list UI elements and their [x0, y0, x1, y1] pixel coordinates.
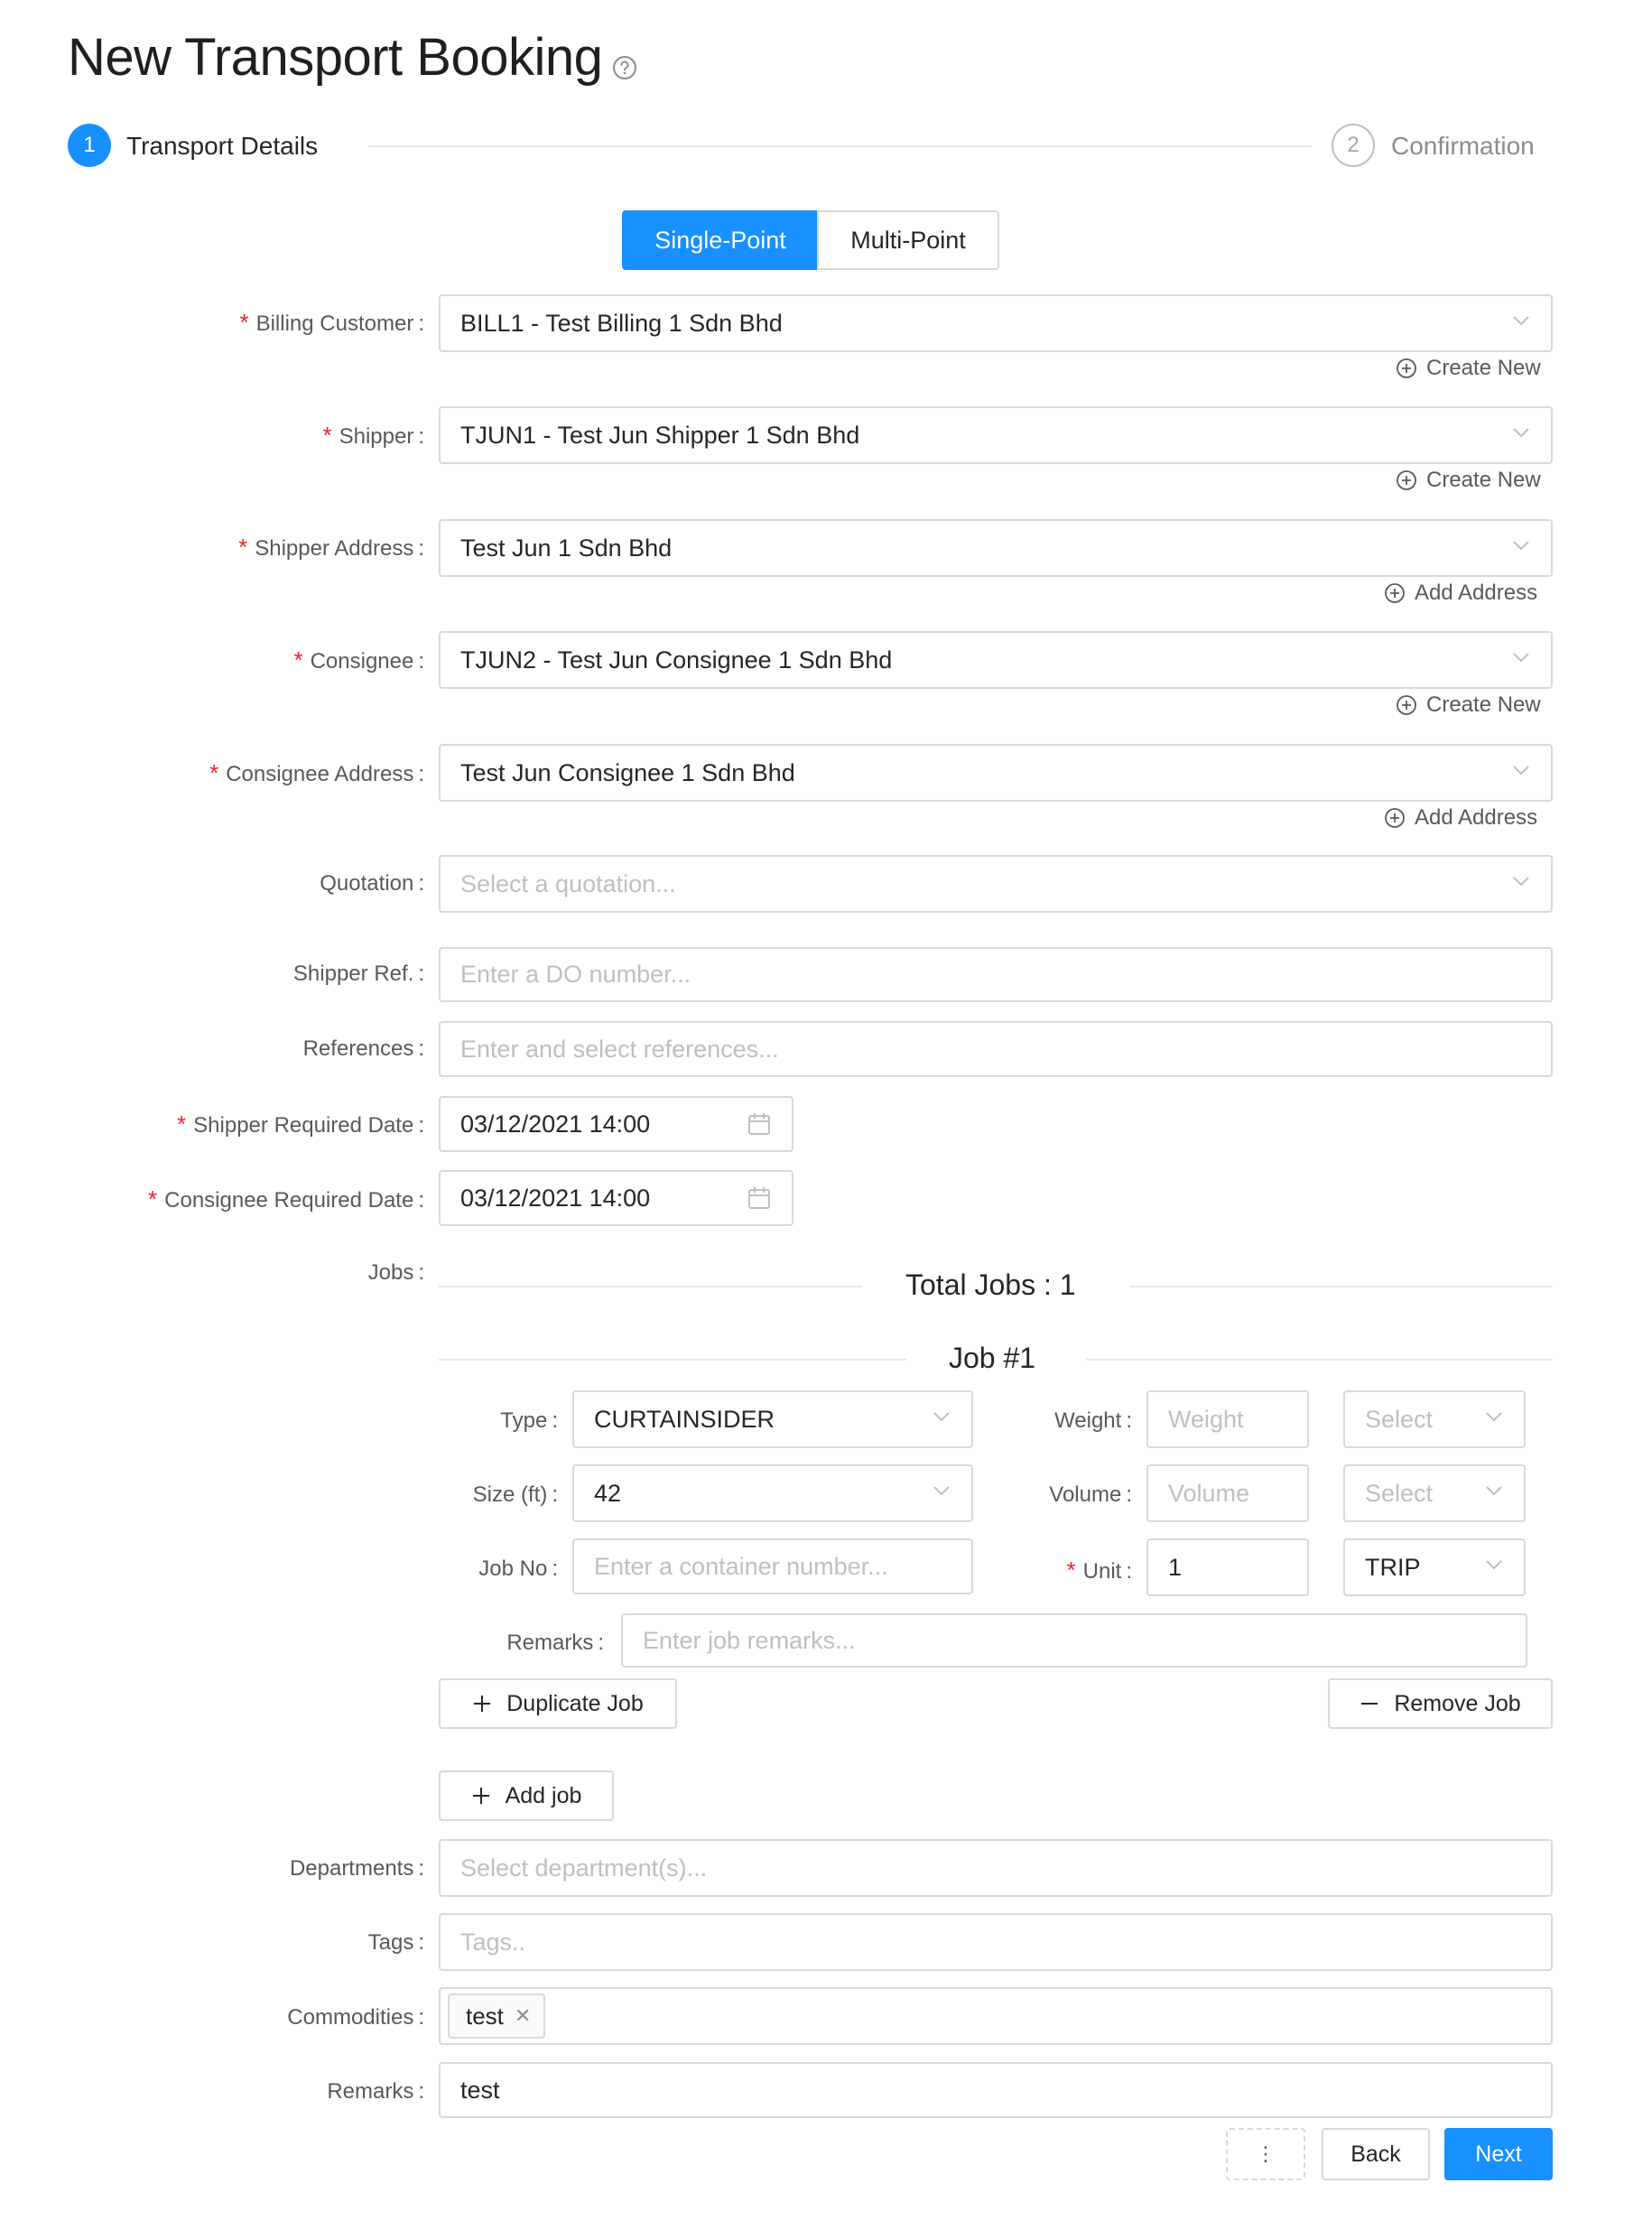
volume-unit-select[interactable]: Select	[1343, 1464, 1526, 1522]
commodities-label: Commodities :	[287, 2005, 424, 2030]
shipper-add-address[interactable]: Add Address	[1384, 581, 1537, 606]
job-no-label: Job No :	[478, 1556, 558, 1581]
jobs-label: Jobs :	[367, 1260, 424, 1285]
back-button[interactable]: Back	[1322, 2128, 1430, 2180]
consignee-required-date-picker[interactable]: 03/12/2021 14:00	[439, 1170, 794, 1226]
consignee-label: * Consignee :	[293, 646, 424, 674]
references-input[interactable]: Enter and select references...	[439, 1021, 1553, 1077]
consignee-address-label: * Consignee Address :	[209, 759, 424, 786]
tags-input[interactable]: Tags..	[439, 1913, 1553, 1971]
shipper-create-new[interactable]: Create New	[1396, 468, 1541, 493]
page-title: New Transport Booking	[68, 28, 603, 87]
divider-line	[1129, 1286, 1553, 1287]
remove-job-button[interactable]: Remove Job	[1328, 1678, 1553, 1729]
chevron-down-icon	[1484, 1407, 1504, 1426]
more-options-button[interactable]	[1226, 2128, 1305, 2180]
remarks-input[interactable]: test	[439, 2062, 1553, 2118]
job-remarks-input[interactable]: Enter job remarks...	[621, 1613, 1527, 1668]
job-size-select[interactable]: 42	[572, 1464, 973, 1522]
unit-type-select[interactable]: TRIP	[1343, 1538, 1526, 1596]
consignee-address-select[interactable]: Test Jun Consignee 1 Sdn Bhd	[439, 744, 1553, 802]
quotation-select[interactable]: Select a quotation...	[439, 855, 1553, 913]
commodity-tag: test ✕	[448, 1993, 545, 2039]
calendar-icon	[747, 1111, 772, 1137]
question-circle-icon[interactable]	[611, 54, 638, 81]
departments-label: Departments :	[289, 1856, 424, 1881]
chevron-down-icon	[1511, 423, 1531, 442]
shipper-required-date-label: * Shipper Required Date :	[177, 1110, 424, 1138]
weight-unit-select[interactable]: Select	[1343, 1390, 1526, 1448]
plus-icon	[471, 1786, 491, 1806]
job-no-input[interactable]: Enter a container number...	[572, 1538, 973, 1594]
shipper-address-label: * Shipper Address :	[238, 534, 424, 561]
multi-point-toggle[interactable]: Multi-Point	[817, 210, 999, 270]
billing-customer-create-new[interactable]: Create New	[1396, 356, 1541, 381]
total-jobs-title: Total Jobs : 1	[905, 1268, 1076, 1301]
divider-line	[439, 1359, 906, 1361]
shipper-ref-label: Shipper Ref. :	[292, 962, 424, 986]
step-connector	[368, 145, 1312, 147]
next-button[interactable]: Next	[1444, 2128, 1553, 2180]
plus-circle-icon	[1396, 469, 1417, 491]
weight-label: Weight :	[1054, 1408, 1132, 1433]
add-job-button[interactable]: Add job	[439, 1770, 614, 1821]
chevron-down-icon	[932, 1407, 951, 1426]
job-title: Job #1	[949, 1342, 1036, 1374]
chevron-down-icon	[1484, 1555, 1504, 1575]
divider-line	[439, 1286, 863, 1287]
references-label: References :	[302, 1036, 424, 1061]
calendar-icon	[747, 1185, 772, 1211]
billing-customer-select[interactable]: BILL1 - Test Billing 1 Sdn Bhd	[439, 294, 1553, 352]
more-vertical-icon: ⋮	[1256, 2142, 1276, 2165]
chevron-down-icon	[1511, 760, 1531, 780]
unit-label: * Unit :	[1066, 1556, 1132, 1584]
step-2-indicator: 2	[1332, 124, 1375, 167]
volume-input[interactable]: Volume	[1146, 1464, 1309, 1522]
shipper-address-select[interactable]: Test Jun 1 Sdn Bhd	[439, 519, 1553, 577]
job-type-label: Type :	[500, 1408, 558, 1433]
chevron-down-icon	[1511, 871, 1531, 891]
job-size-label: Size (ft) :	[472, 1482, 558, 1507]
chevron-down-icon	[932, 1481, 951, 1501]
remarks-label: Remarks :	[327, 2079, 424, 2104]
departments-select[interactable]: Select department(s)...	[439, 1839, 1553, 1897]
minus-icon	[1360, 1694, 1379, 1714]
consignee-add-address[interactable]: Add Address	[1384, 805, 1537, 831]
chevron-down-icon	[1511, 311, 1531, 330]
shipper-select[interactable]: TJUN1 - Test Jun Shipper 1 Sdn Bhd	[439, 406, 1553, 464]
job-remarks-label: Remarks :	[506, 1631, 604, 1655]
chevron-down-icon	[1484, 1481, 1504, 1501]
tags-label: Tags :	[367, 1930, 424, 1955]
close-icon[interactable]: ✕	[514, 2004, 532, 2027]
unit-input[interactable]: 1	[1146, 1538, 1309, 1596]
step-1-indicator: 1	[68, 124, 111, 167]
shipper-required-date-picker[interactable]: 03/12/2021 14:00	[439, 1096, 794, 1152]
plus-circle-icon	[1396, 694, 1417, 716]
step-2-label: Confirmation	[1391, 132, 1535, 160]
weight-input[interactable]: Weight	[1146, 1390, 1309, 1448]
consignee-create-new[interactable]: Create New	[1396, 692, 1541, 718]
chevron-down-icon	[1511, 647, 1531, 667]
plus-icon	[472, 1694, 492, 1714]
duplicate-job-button[interactable]: Duplicate Job	[439, 1678, 677, 1729]
single-point-toggle[interactable]: Single-Point	[622, 210, 819, 270]
step-1-label: Transport Details	[126, 132, 319, 160]
volume-label: Volume :	[1049, 1482, 1132, 1507]
shipper-label: * Shipper :	[322, 422, 424, 449]
plus-circle-icon	[1384, 582, 1406, 604]
consignee-select[interactable]: TJUN2 - Test Jun Consignee 1 Sdn Bhd	[439, 631, 1553, 689]
plus-circle-icon	[1396, 358, 1417, 379]
chevron-down-icon	[1511, 535, 1531, 555]
job-type-select[interactable]: CURTAINSIDER	[572, 1390, 973, 1448]
billing-customer-label: * Billing Customer :	[239, 309, 424, 336]
quotation-label: Quotation :	[320, 871, 424, 896]
divider-line	[1086, 1359, 1553, 1361]
commodities-select[interactable]	[439, 1987, 1553, 2045]
shipper-ref-input[interactable]: Enter a DO number...	[439, 947, 1553, 1002]
plus-circle-icon	[1384, 807, 1406, 829]
consignee-required-date-label: * Consignee Required Date :	[148, 1185, 424, 1213]
